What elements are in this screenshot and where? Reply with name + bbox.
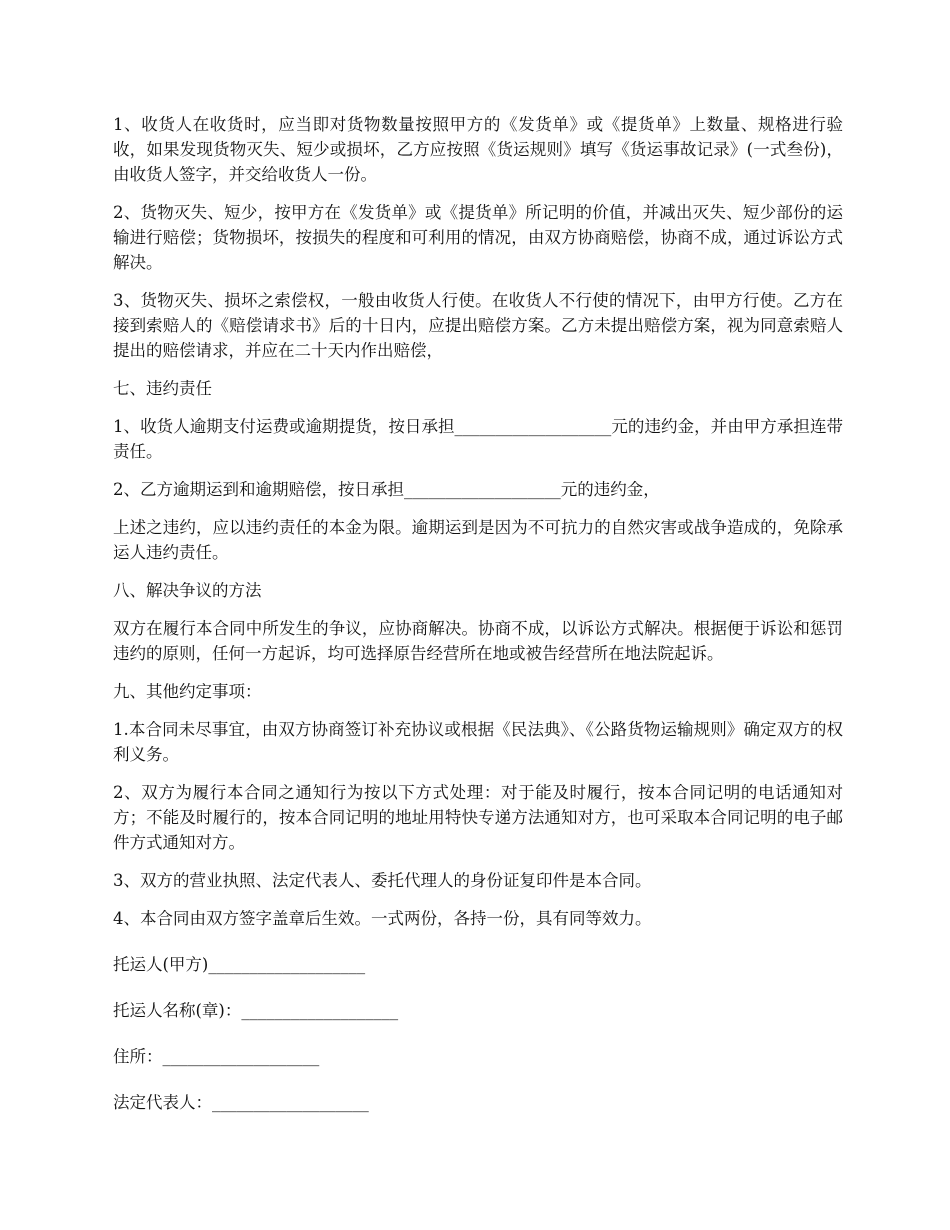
clause-notification: 2、双方为履行本合同之通知行为按以下方式处理：对于能及时履行，按本合同记明的电话通知对方；不能及时履行的，按本合同记明的地址用特快专递方法通知对方，也可采取本合同记明的电子邮件方式通知对方。 [113, 783, 843, 852]
section-heading-other: 九、其他约定事项： [113, 682, 262, 701]
clause-claim-right: 3、货物灭失、损坏之索偿权，一般由收货人行使。在收货人不行使的情况下，由甲方行使。乙方在接到索赔人的《赔偿请求书》后的十日内，应提出赔偿方案。乙方未提出赔偿方案，视为同意索赔人提出的赔偿请求，并应在二十天内作出赔偿， [113, 291, 843, 360]
clause-supplementary: 1.本合同未尽事宜，由双方协商签订补充协议或根据《民法典》、《公路货物运输规则》确定双方的权利义务。 [113, 720, 843, 764]
clause-loss-compensation: 2、货物灭失、短少，按甲方在《发货单》或《提货单》所记明的价值，并减出灭失、短少部份的运输进行赔偿；货物损坏，按损失的程度和可利用的情况，由双方协商赔偿，协商不成，通过诉讼方式解决。 [113, 203, 843, 272]
clause-consignee-penalty: 1、收货人逾期支付运费或逾期提货，按日承担___________________元的违约金，并由甲方承担连带责任。 [113, 417, 843, 461]
clause-dispute-resolution: 双方在履行本合同中所发生的争议，应协商解决。协商不成，以诉讼方式解决。根据便于诉讼和惩罚违约的原则，任何一方起诉，均可选择原告经营所在地或被告经营所在地法院起诉。 [113, 619, 843, 663]
signature-legal-rep: 法定代表人：___________________ [113, 1093, 369, 1112]
clause-effectiveness: 4、本合同由双方签字盖章后生效。一式两份，各持一份，具有同等效力。 [113, 909, 652, 928]
clause-receipt-inspection: 1、收货人在收货时，应当即对货物数量按照甲方的《发货单》或《提货单》上数量、规格进行验收，如果发现货物灭失、短少或损坏，乙方应按照《货运规则》填写《货运事故记录》(一式叁份)，由收货人签字，并交给收货人一份。 [113, 115, 843, 184]
section-heading-dispute: 八、解决争议的方法 [113, 581, 262, 600]
signature-shipper-name: 托运人名称(章)：___________________ [113, 1001, 399, 1020]
signature-address: 住所：___________________ [113, 1047, 320, 1066]
clause-documents: 3、双方的营业执照、法定代表人、委托代理人的身份证复印件是本合同。 [113, 871, 652, 890]
clause-carrier-penalty: 2、乙方逾期运到和逾期赔偿，按日承担___________________元的违约金， [113, 480, 660, 499]
clause-penalty-limit: 上述之违约，应以违约责任的本金为限。逾期运到是因为不可抗力的自然灾害或战争造成的，免除承运人违约责任。 [113, 518, 843, 562]
signature-shipper: 托运人(甲方)___________________ [113, 955, 366, 974]
section-heading-breach: 七、违约责任 [113, 379, 212, 398]
contract-page [113, 112, 843, 1136]
